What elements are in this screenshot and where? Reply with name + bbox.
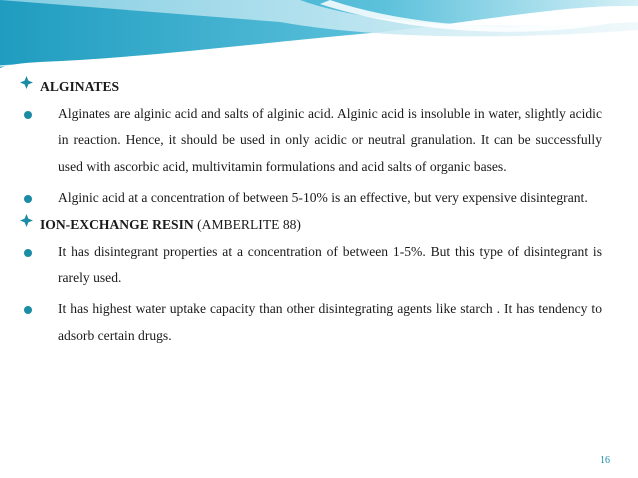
dot-bullet-icon [24,111,32,119]
paragraph [20,185,602,211]
section-heading-suffix: (AMBERLITE 88) [193,216,301,232]
section-heading-text: ALGINATES [40,79,120,94]
paragraph [20,239,602,292]
dot-bullet-icon [24,249,32,257]
section-heading-text: ION-EXCHANGE RESIN [40,216,194,232]
page-number: 16 [600,455,610,466]
diamond-bullet-icon [20,214,33,227]
paragraph [20,296,602,349]
dot-bullet-icon [24,195,32,203]
section-heading-alginates [20,76,602,98]
paragraph-text: Alginates are alginic acid and salts of alginic acid. Alginic acid is insoluble in water, slightly acidic in reaction. Hence, it should be used in only acidic or neutral granulation. It can be successfully used with ascorbic acid, multivitamin formulations and acid salts of organic bases. [58,106,602,174]
diamond-bullet-icon [20,76,33,89]
slide-content [20,76,602,349]
paragraph-text: It has disintegrant properties at a concentration of between 1-5%. But this type of disintegrant is rarely used. [58,243,602,286]
section-heading-ion-exchange-resin [20,214,602,236]
paragraph-text: It has highest water uptake capacity than other disintegrating agents like starch . It has tendency to adsorb certain drugs. [58,301,602,343]
paragraph-text: Alginic acid at a concentration of between 5-10% is an effective, but very expensive disintegrant. [58,190,588,206]
header-wave-decoration [0,0,638,72]
paragraph [20,101,602,180]
dot-bullet-icon [24,306,32,314]
